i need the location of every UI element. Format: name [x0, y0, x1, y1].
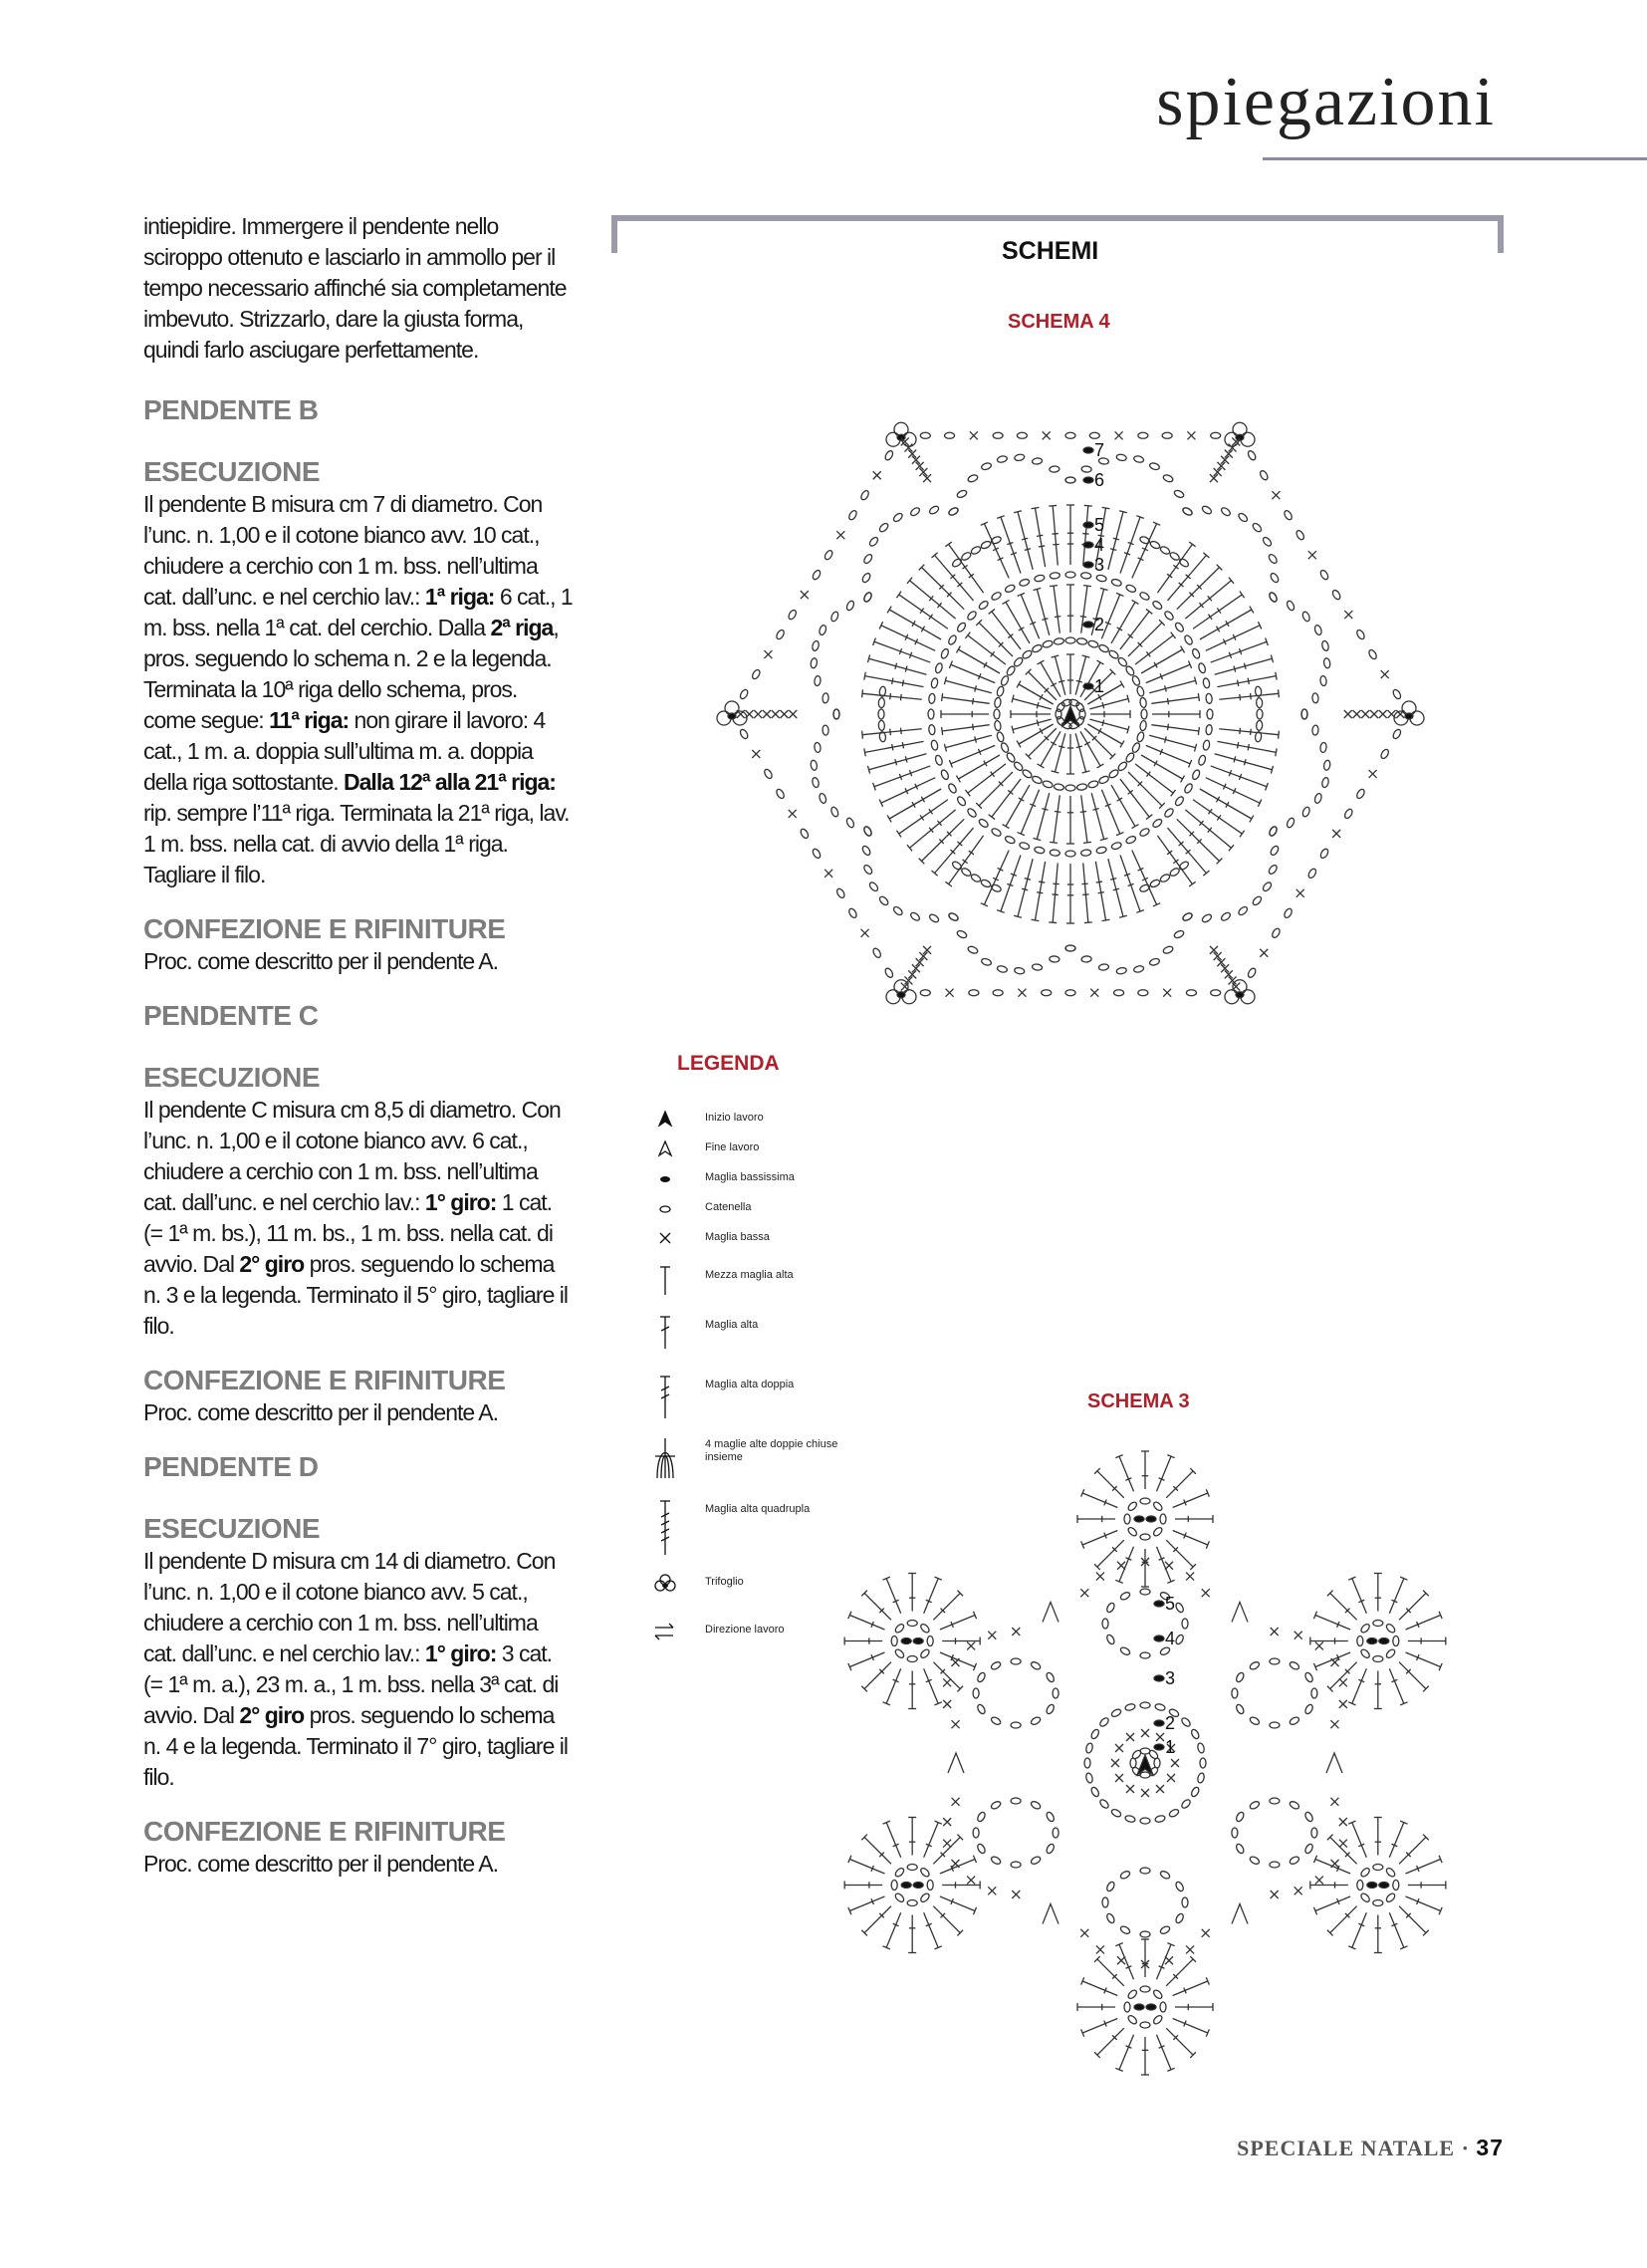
pendente-c-title: PENDENTE C	[143, 1000, 319, 1031]
section-title: spiegazioni	[1156, 64, 1496, 140]
schema4-diagram	[667, 351, 1464, 1078]
pendente-b-title: PENDENTE B	[143, 394, 319, 425]
svg-text:4: 4	[1094, 535, 1105, 555]
schemi-box-left	[611, 215, 617, 253]
legend-item	[653, 1265, 892, 1293]
pendente-c-exec-title: ESECUZIONE	[143, 1062, 321, 1093]
pendente-b-text: Il pendente B misura cm 7 di diametro. Con l’unc. n. 1,00 e il cotone bianco avv. 10 cat., chiudere a cerchio con 1 m. bss. nell’ultima cat. dall’unc. e nel cerchio lav.: 1ª riga: 6 cat., 1 m. bss. nella 1ª cat. del cerchio. Dalla 2ª riga, pros. seguendo lo schema n. 2 e la legenda. Terminata la 10ª riga dello schema, pros. come segue: 11ª riga: non girare il lavoro: 4 cat., 1 m. a. doppia sull’ultima m. a. doppia della riga sottostante. Dalla 12ª alla 21ª riga: rip. sempre l’11ª riga. Terminata la 21ª riga, lav. 1 m. bss. nella cat. di avvio della 1ª riga. Tagliare il filo.	[143, 491, 573, 887]
page-footer	[1237, 2135, 1504, 2161]
intro-paragraph: intiepidire. Immergere il pendente nello sciroppo ottenuto e lasciarlo in ammollo per il tempo necessario affinché sia completamente imbevuto. Strizzarlo, dare la giusta forma, quindi farlo asciugare perfettamente.	[143, 213, 567, 363]
legend-label: Mezza maglia alta	[705, 1269, 794, 1281]
pendente-d-title: PENDENTE D	[143, 1451, 319, 1482]
pendente-c-conf-text: Proc. come descritto per il pendente A.	[143, 1399, 499, 1425]
schema4-title: SCHEMA 4	[1008, 311, 1110, 333]
svg-text:2: 2	[1165, 1713, 1176, 1733]
maglia-alta-quadrupla-icon	[653, 1499, 679, 1559]
legend-label: Maglia alta doppia	[705, 1379, 795, 1390]
schema3-diagram	[787, 1424, 1504, 2102]
legend-item	[653, 1315, 892, 1343]
legend-label: Trifoglio	[705, 1576, 744, 1588]
svg-text:5: 5	[1165, 1594, 1176, 1614]
svg-text:3: 3	[1094, 555, 1105, 575]
legend-item	[653, 1375, 892, 1402]
maglia-alta-icon	[653, 1315, 679, 1375]
svg-text:1: 1	[1094, 676, 1105, 696]
svg-text:1: 1	[1165, 1737, 1176, 1757]
legend-label: Maglia alta	[705, 1319, 759, 1331]
svg-text:6: 6	[1094, 470, 1105, 490]
pendente-d-text: Il pendente D misura cm 14 di diametro. Con l’unc. n. 1,00 e il cotone bianco avv. 5 cat., chiudere a cerchio con 1 m. bss. nell’ultima cat. dall’unc. e nel cerchio lav.: 1° giro: 3 cat. (= 1ª m. a.), 23 m. a., 1 m. bss. nella 3ª cat. di avvio. Dal 2° giro pros. seguendo lo schema n. 4 e la legenda. Terminato il 7° giro, tagliare il filo.	[143, 1548, 568, 1790]
pendente-c-text: Il pendente C misura cm 8,5 di diametro. Con l’unc. n. 1,00 e il cotone bianco avv. 6 cat., chiudere a cerchio con 1 m. bss. nell’ultima cat. dall’unc. e nel cerchio lav.: 1° giro: 1 cat. (= 1ª m. bs.), 11 m. bs., 1 m. bss. nella cat. di avvio. Dal 2° giro pros. seguendo lo schema n. 3 e la legenda. Terminato il 5° giro, tagliare il filo.	[143, 1097, 568, 1339]
cluster-icon	[653, 1434, 679, 1494]
legend-item	[653, 1197, 892, 1225]
schema3-title: SCHEMA 3	[1087, 1390, 1190, 1412]
pendente-d-conf-text: Proc. come descritto per il pendente A.	[143, 1851, 499, 1877]
maglia-alta-doppia-icon	[653, 1375, 679, 1434]
schemi-title: SCHEMI	[1002, 237, 1099, 265]
svg-text:4: 4	[1165, 1629, 1176, 1648]
legend-item	[653, 1108, 892, 1135]
pendente-b-exec-title: ESECUZIONE	[143, 456, 321, 487]
footer-separator: ·	[1461, 2136, 1470, 2160]
svg-text:7: 7	[1094, 440, 1105, 460]
schemi-box-top	[611, 215, 1504, 221]
magazine-name: SPECIALE NATALE	[1237, 2136, 1456, 2160]
legend-label: Direzione lavoro	[705, 1624, 785, 1636]
legend-item	[653, 1227, 892, 1255]
direzione-lavoro-icon	[653, 1620, 679, 1679]
legend-label: Catenella	[705, 1201, 752, 1213]
legend-label: Maglia bassa	[705, 1231, 770, 1243]
legend-item	[653, 1167, 892, 1195]
legend-label: Inizio lavoro	[705, 1112, 764, 1124]
legend-label: Maglia alta quadrupla	[705, 1503, 811, 1515]
legenda-title: LEGENDA	[677, 1052, 780, 1075]
schemi-box-right	[1498, 215, 1504, 253]
instructions-column	[143, 211, 574, 1880]
legend-item	[653, 1137, 892, 1165]
svg-text:5: 5	[1094, 515, 1105, 535]
legend-label: 4 maglie alte doppie chiuse insieme	[705, 1438, 838, 1463]
pendente-d-conf-title: CONFEZIONE E RIFINITURE	[143, 1816, 506, 1847]
page-number: 37	[1476, 2135, 1504, 2160]
svg-text:2: 2	[1094, 615, 1105, 634]
svg-text:3: 3	[1165, 1668, 1176, 1688]
legend-label: Fine lavoro	[705, 1141, 760, 1153]
pendente-d-exec-title: ESECUZIONE	[143, 1513, 321, 1544]
header-rule	[1263, 157, 1647, 160]
legend-label: Maglia bassissima	[705, 1171, 795, 1183]
pendente-b-conf-title: CONFEZIONE E RIFINITURE	[143, 913, 506, 944]
pendente-c-conf-title: CONFEZIONE E RIFINITURE	[143, 1365, 506, 1395]
pendente-b-conf-text: Proc. come descritto per il pendente A.	[143, 948, 499, 974]
